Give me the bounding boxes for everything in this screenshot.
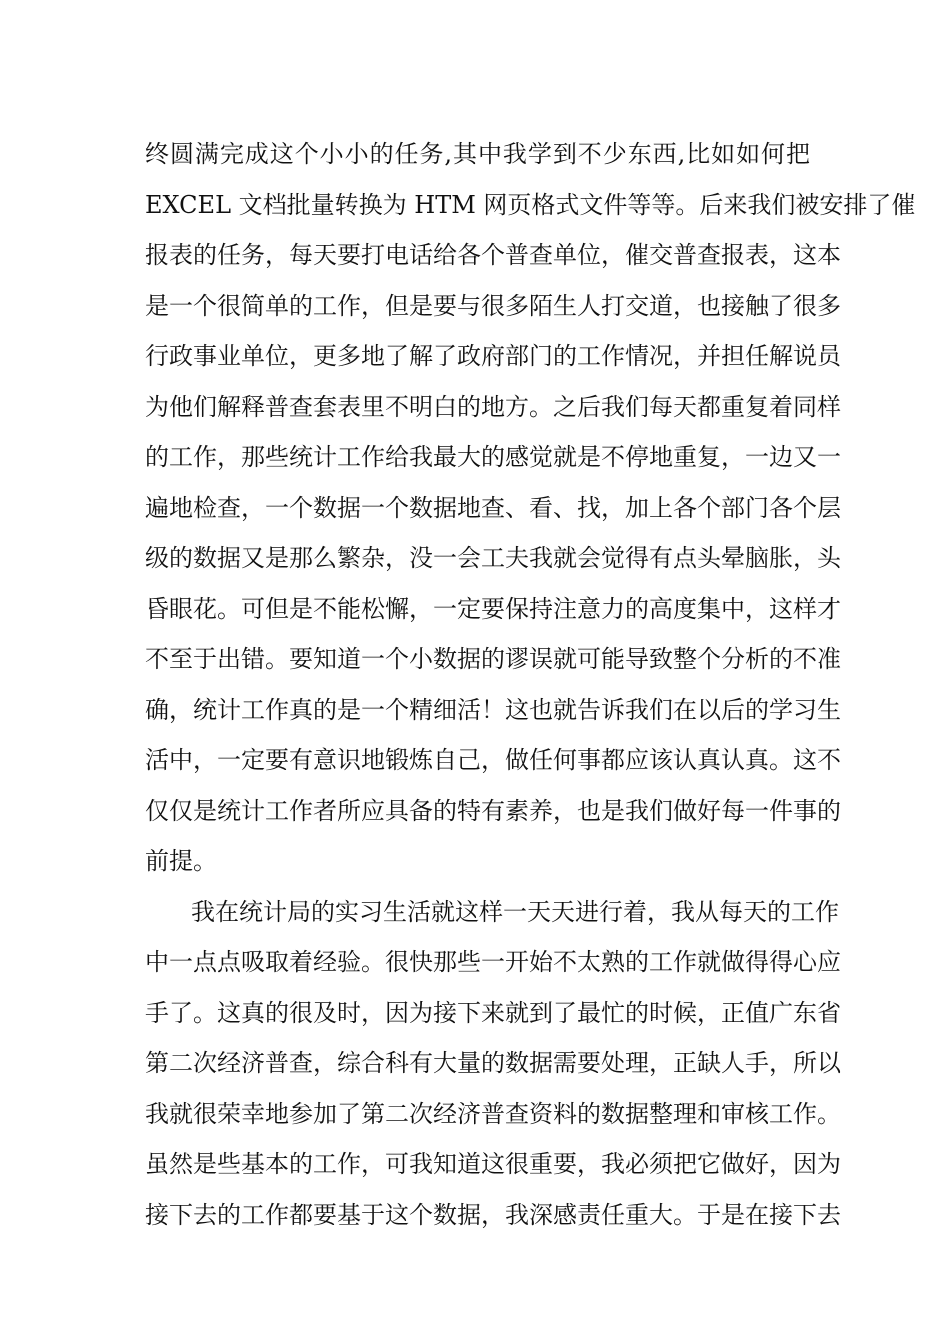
body-text	[145, 129, 916, 1240]
text-line: 昏眼花。可但是不能松懈，一定要保持注意力的高度集中，这样才	[145, 594, 841, 623]
text-line: EXCEL 文档批量转换为 HTM 网页格式文件等等。后来我们被安排了催	[145, 190, 916, 219]
text-line: 接下去的工作都要基于这个数据，我深感责任重大。于是在接下去	[145, 1200, 841, 1229]
text-line: 活中，一定要有意识地锻炼自己，做任何事都应该认真认真。这不	[145, 746, 841, 774]
text-line: 虽然是些基本的工作，可我知道这很重要，我必须把它做好，因为	[145, 1150, 841, 1178]
text-line: 是一个很简单的工作，但是要与很多陌生人打交道，也接触了很多	[145, 291, 841, 320]
text-line: 我在统计局的实习生活就这样一天天进行着，我从每天的工作	[191, 897, 839, 926]
paragraph-2	[145, 887, 841, 1241]
text-line: 前提。	[145, 847, 217, 875]
text-line: 报表的任务，每天要打电话给各个普查单位，催交普查报表，这本	[145, 241, 841, 269]
text-line: 确，统计工作真的是一个精细活！这也就告诉我们在以后的学习生	[145, 695, 841, 724]
text-line: 级的数据又是那么繁杂，没一会工夫我就会觉得有点头晕脑胀，头	[145, 544, 841, 572]
text-line: 中一点点吸取着经验。很快那些一开始不太熟的工作就做得得心应	[145, 948, 841, 976]
text-line: 为他们解释普查套表里不明白的地方。之后我们每天都重复着同样	[145, 392, 841, 421]
paragraph-1	[145, 129, 916, 887]
text-line: 行政事业单位，更多地了解了政府部门的工作情况，并担任解说员	[145, 342, 841, 370]
text-line: 不至于出错。要知道一个小数据的谬误就可能导致整个分析的不准	[145, 645, 841, 673]
text-line: 仅仅是统计工作者所应具备的特有素养，也是我们做好每一件事的	[145, 796, 841, 825]
text-line: 我就很荣幸地参加了第二次经济普查资料的数据整理和审核工作。	[145, 1099, 841, 1128]
text-line: 遍地检查，一个数据一个数据地查、看、找，加上各个部门各个层	[145, 493, 841, 522]
text-line: 终圆满完成这个小小的任务,其中我学到不少东西,比如如何把	[145, 140, 810, 168]
text-line: 第二次经济普查，综合科有大量的数据需要处理，正缺人手，所以	[145, 1049, 841, 1077]
text-line: 手了。这真的很及时，因为接下来就到了最忙的时候，正值广东省	[145, 998, 841, 1027]
text-line: 的工作，那些统计工作给我最大的感觉就是不停地重复，一边又一	[145, 443, 841, 471]
